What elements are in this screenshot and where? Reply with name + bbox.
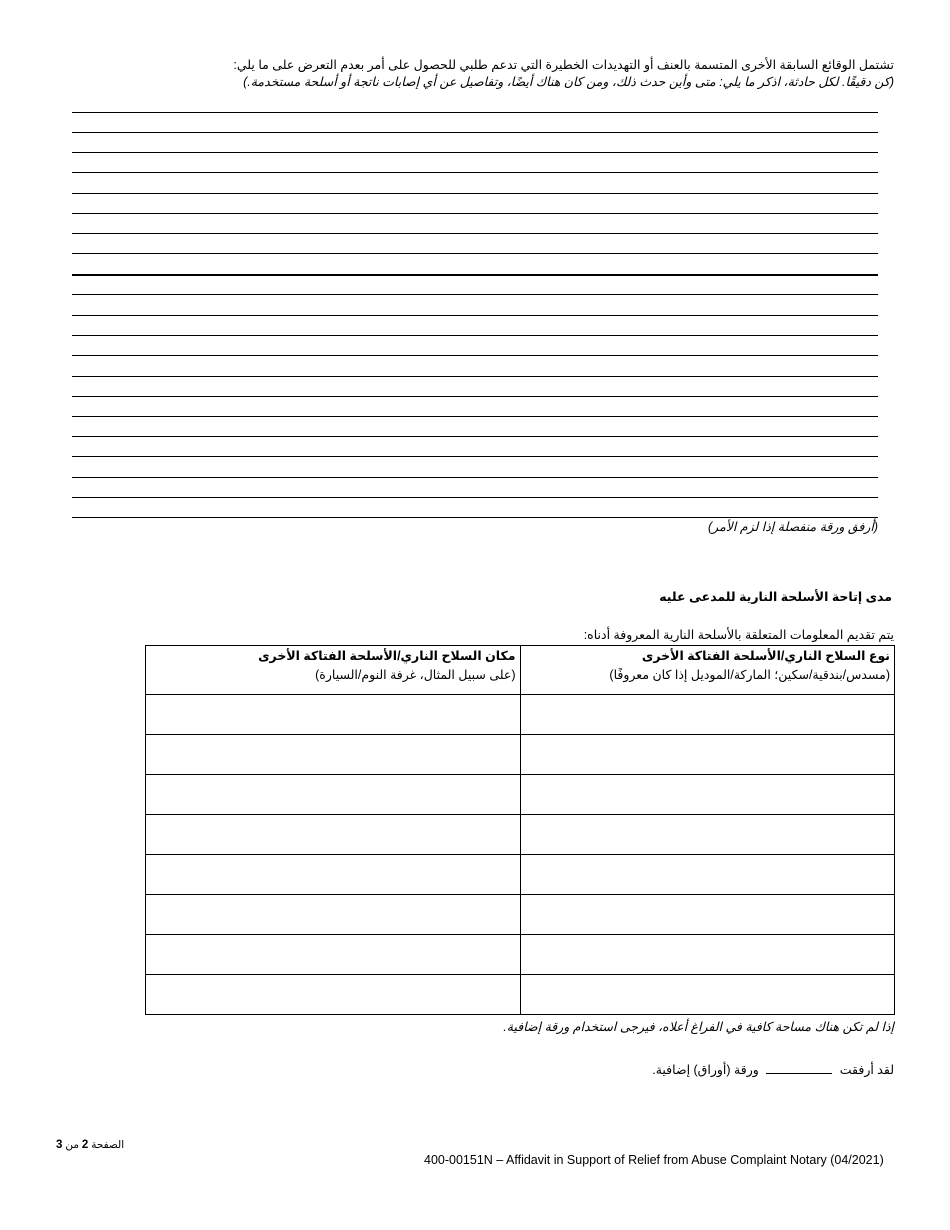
weapon-location-cell[interactable] (146, 695, 521, 735)
table-row (146, 935, 895, 975)
extra-space-note: إذا لم تكن هناك مساحة كافية في الفراغ أعلاه، فيرجى استخدام ورقة إضافية. (503, 1020, 894, 1034)
weapon-location-cell[interactable] (146, 775, 521, 815)
writing-line[interactable] (72, 253, 878, 254)
firearms-table (145, 645, 895, 1015)
table-row (146, 695, 895, 735)
weapon-location-cell[interactable] (146, 815, 521, 855)
page-current: 2 (81, 1139, 89, 1151)
writing-line[interactable] (72, 233, 878, 234)
weapon-location-cell[interactable] (146, 935, 521, 975)
table-row (146, 895, 895, 935)
weapon-type-header (520, 646, 895, 695)
weapon-type-cell[interactable] (520, 815, 895, 855)
table-row (146, 815, 895, 855)
writing-line[interactable] (72, 213, 878, 214)
writing-line[interactable] (72, 396, 878, 397)
weapon-type-title: نوع السلاح الناري/الأسلحة الفتاكة الأخرى (641, 649, 890, 663)
weapon-location-cell[interactable] (146, 975, 521, 1015)
writing-line[interactable] (72, 132, 878, 133)
firearms-table-body (146, 695, 895, 1015)
incidents-intro (54, 57, 894, 91)
attached-sheets-count-field[interactable] (766, 1063, 832, 1074)
attached-prefix: لقد أرفقت (839, 1063, 894, 1077)
firearms-table-header (146, 646, 895, 695)
section-title: مدى إتاحة الأسلحة النارية للمدعى عليه (659, 590, 892, 604)
weapon-type-cell[interactable] (520, 975, 895, 1015)
writing-line[interactable] (72, 193, 878, 194)
writing-line[interactable] (72, 477, 878, 478)
weapon-type-cell[interactable] (520, 775, 895, 815)
weapon-type-cell[interactable] (520, 695, 895, 735)
form-id: 400-00151N – Affidavit in Support of Relief from Abuse Complaint Notary (04/2021) (424, 1153, 884, 1167)
weapon-type-cell[interactable] (520, 855, 895, 895)
weapon-type-hint: (مسدس/بندقية/سكين؛ الماركة/الموديل إذا كان معروفًا) (609, 668, 890, 682)
writing-line[interactable] (72, 172, 878, 173)
incidents-instructions: (كن دقيقًا. لكل حادثة، اذكر ما يلي: متى وأين حدث ذلك، ومن كان هناك أيضًا، وتفاصيل عن أي إصابات ناتجة أو أسلحة مستخدمة.) (243, 75, 894, 89)
page-total: 3 (56, 1139, 63, 1151)
table-row (146, 735, 895, 775)
attached-sheets-line (652, 1062, 894, 1077)
writing-line[interactable] (72, 416, 878, 417)
writing-line[interactable] (72, 436, 878, 437)
weapon-type-cell[interactable] (520, 935, 895, 975)
weapon-type-cell[interactable] (520, 735, 895, 775)
writing-line[interactable] (72, 355, 878, 356)
attach-sheet-note: (أرفق ورقة منفصلة إذا لزم الأمر) (708, 520, 878, 534)
firearms-table-intro: يتم تقديم المعلومات المتعلقة بالأسلحة النارية المعروفة أدناه: (583, 628, 894, 642)
writing-line[interactable] (72, 274, 878, 276)
writing-line[interactable] (72, 335, 878, 336)
weapon-location-cell[interactable] (146, 895, 521, 935)
attached-suffix: ورقة (أوراق) إضافية. (652, 1063, 759, 1077)
page-label: الصفحة (91, 1139, 125, 1151)
weapon-location-cell[interactable] (146, 735, 521, 775)
table-row (146, 775, 895, 815)
table-row (146, 975, 895, 1015)
writing-line[interactable] (72, 315, 878, 316)
weapon-location-cell[interactable] (146, 855, 521, 895)
writing-line[interactable] (72, 294, 878, 295)
page-of: من (65, 1139, 79, 1151)
table-row (146, 855, 895, 895)
writing-line[interactable] (72, 376, 878, 377)
incidents-statement: تشتمل الوقائع السابقة الأخرى المتسمة بالعنف أو التهديدات الخطيرة التي تدعم طلبي للحصول على أمر بعدم التعرض على ما يلي: (233, 58, 894, 72)
weapon-location-title: مكان السلاح الناري/الأسلحة الفتاكة الأخرى (258, 649, 516, 663)
weapon-location-hint: (على سبيل المثال، غرفة النوم/السيارة) (315, 668, 516, 682)
writing-line[interactable] (72, 497, 878, 498)
writing-line[interactable] (72, 517, 878, 518)
writing-line[interactable] (72, 456, 878, 457)
writing-line[interactable] (72, 112, 878, 113)
page-number (56, 1139, 124, 1151)
writing-line[interactable] (72, 152, 878, 153)
weapon-type-cell[interactable] (520, 895, 895, 935)
weapon-location-header (146, 646, 521, 695)
